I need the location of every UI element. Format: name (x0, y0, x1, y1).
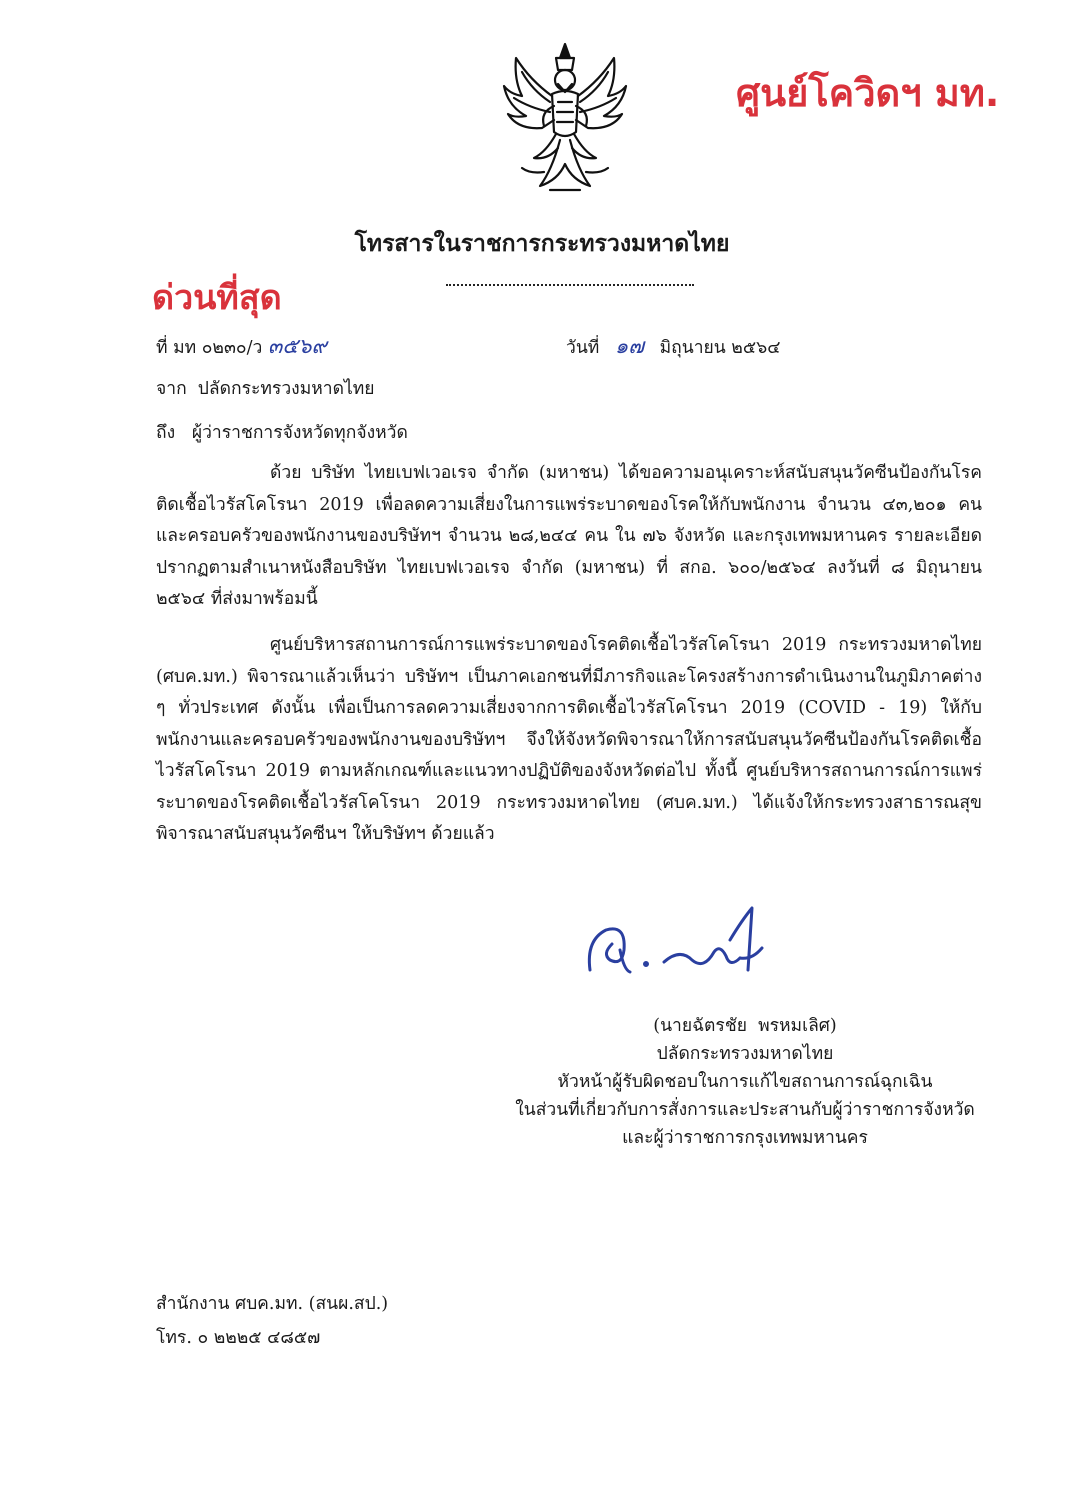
footer-office (156, 1290, 388, 1352)
body-paragraph-2: ศูนย์บริหารสถานการณ์การแพร่ระบาดของโรคติดเชื้อไวรัสโคโรนา 2019 กระทรวงมหาดไทย (ศบค.มท.) พิจารณาแล้วเห็นว่า บริษัทฯ เป็นภาคเอกชนที่มีภารกิจและโครงสร้างการดำเนินงานในภูมิภาคต่าง ๆ ทั่วประเทศ ดังนั้น เพื่อเป็นการลดความเสี่ยงจากการติดเชื้อไวรัสโคโรนา 2019 (COVID - 19) ให้กับพนักงานและครอบครัวของพนักงานของบริษัทฯ จึงให้จังหวัดพิจารณาให้การสนับสนุนวัคซีนป้องกันโรคติดเชื้อไวรัสโคโรนา 2019 ตามหลักเกณฑ์และแนวทางปฏิบัติของจังหวัดต่อไป ทั้งนี้ ศูนย์บริหารสถานการณ์การแพร่ระบาดของโรคติดเชื้อไวรัสโคโรนา 2019 กระทรวงมหาดไทย (ศบค.มท.) ได้แจ้งให้กระทรวงสาธารณสุขพิจารณาสนับสนุนวัคซีนฯ ให้บริษัทฯ ด้วยแล้ว (156, 635, 982, 844)
handwritten-signature (580, 900, 780, 990)
signatory-position-4: และผู้ว่าราชการกรุงเทพมหานคร (622, 1128, 868, 1148)
signatory-position-1: ปลัดกระทรวงมหาดไทย (656, 1044, 834, 1064)
footer-phone: โทร. ๐ ๒๒๒๕ ๔๘๕๗ (156, 1328, 321, 1348)
date-label: วันที่ (566, 338, 600, 358)
urgency-mark: ด่วนที่สุด (152, 278, 282, 318)
handwritten-date-day: ๑๗ (614, 334, 645, 358)
to-line: ถึง ผู้ว่าราชการจังหวัดทุกจังหวัด (156, 423, 408, 443)
from-line: จาก ปลัดกระทรวงมหาดไทย (156, 379, 375, 399)
signatory-position-2: หัวหน้าผู้รับผิดชอบในการแก้ไขสถานการณ์ฉุกเฉิน (557, 1072, 933, 1092)
signature-block (420, 1012, 1070, 1152)
dotted-line-divider (446, 284, 694, 286)
signatory-name: (นายฉัตรชัย พรหมเลิศ) (653, 1016, 837, 1036)
reference-number (156, 330, 327, 363)
reference-prefix: ที่ มท ๐๒๓๐/ว (156, 338, 263, 358)
document-title: โทรสารในราชการกระทรวงมหาดไทย (354, 230, 730, 257)
signatory-position-3: ในส่วนที่เกี่ยวกับการสั่งการและประสานกับผู้ว่าราชการจังหวัด (515, 1100, 975, 1120)
covid-center-stamp: ศูนย์โควิดฯ มท. (736, 71, 1000, 115)
document-date (566, 330, 780, 363)
body-paragraph-1: ด้วย บริษัท ไทยเบฟเวอเรจ จำกัด (มหาชน) ได้ขอความอนุเคราะห์สนับสนุนวัคซีนป้องกันโรคติดเชื้อไวรัสโคโรนา 2019 เพื่อลดความเสี่ยงในการแพร่ระบาดของโรคให้กับพนักงาน จำนวน ๔๓,๒๐๑ คน และครอบครัวของพนักงานของบริษัทฯ จำนวน ๒๘,๒๔๔ คน ใน ๗๖ จังหวัด และกรุงเทพมหานคร รายละเอียดปรากฏตามสำเนาหนังสือบริษัท ไทยเบฟเวอเรจ จำกัด (มหาชน) ที่ สกอ. ๖๐๐/๒๕๖๔ ลงวันที่ ๘ มิถุนายน ๒๕๖๔ ที่ส่งมาพร้อมนี้ (156, 463, 982, 609)
footer-office-name: สำนักงาน ศบค.มท. (สนผ.สป.) (156, 1294, 389, 1314)
handwritten-reference-number: ๓๕๖๙ (267, 334, 327, 358)
date-month-year: มิถุนายน ๒๕๖๔ (659, 338, 781, 358)
garuda-emblem-icon (500, 40, 630, 200)
